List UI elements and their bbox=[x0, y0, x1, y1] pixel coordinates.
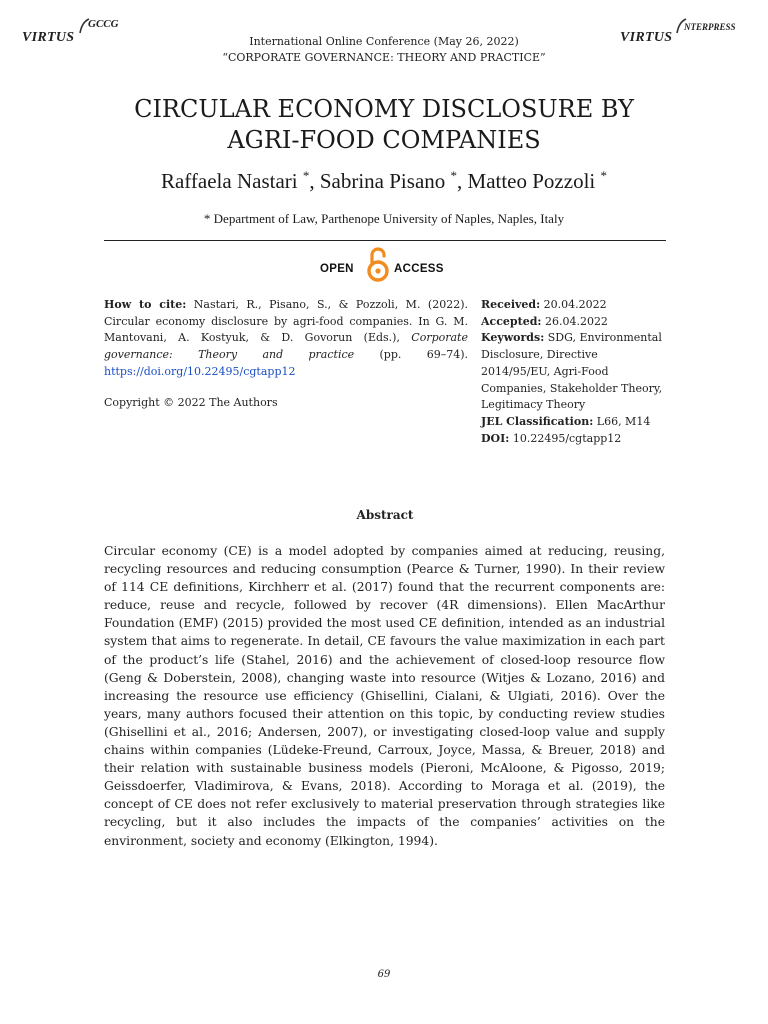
keywords-label: Keywords: bbox=[481, 331, 545, 345]
received-date: 20.04.2022 bbox=[543, 298, 607, 311]
article-metadata bbox=[481, 297, 669, 447]
doi-row bbox=[481, 431, 669, 448]
keywords-row bbox=[481, 330, 669, 414]
author-name: Sabrina Pisano bbox=[319, 169, 446, 193]
cite-pages: (pp. 69–74). bbox=[379, 348, 469, 362]
cite-text: Nastari, R., Pisano, S., & Pozzoli, M. (2022). Circular economy disclosure by agri-food companies. In G. M. Mantovani, A. Kostyuk, & D. Govorun (Eds.), bbox=[104, 298, 469, 345]
conference-info bbox=[180, 34, 588, 66]
jel-row bbox=[481, 414, 669, 431]
received-label: Received: bbox=[481, 298, 541, 311]
open-access-badge bbox=[320, 244, 448, 284]
conference-theme: “CORPORATE GOVERNANCE: THEORY AND PRACTICE” bbox=[222, 51, 546, 64]
logo-left-name: VIRTUS bbox=[22, 30, 75, 45]
abstract-heading: Abstract bbox=[356, 508, 414, 522]
virtus-interpress-logo bbox=[620, 20, 746, 50]
author-name: Raffaela Nastari bbox=[160, 169, 298, 193]
open-access-left: OPEN bbox=[320, 263, 354, 275]
page-number: 69 bbox=[377, 969, 391, 980]
logo-left-sub: GCCG bbox=[88, 18, 119, 30]
copyright: Copyright © 2022 The Authors bbox=[104, 396, 278, 409]
accepted-label: Accepted: bbox=[481, 314, 542, 328]
open-access-lock-icon bbox=[366, 246, 390, 282]
title-line-2: AGRI-FOOD COMPANIES bbox=[227, 126, 541, 154]
doi-value: 10.22495/cgtapp12 bbox=[512, 431, 622, 445]
open-access-right: ACCESS bbox=[394, 263, 444, 275]
doi-label: DOI: bbox=[481, 431, 510, 445]
logo-right-name: VIRTUS bbox=[620, 30, 673, 45]
doi-link[interactable]: https://doi.org/10.22495/cgtapp12 bbox=[104, 364, 296, 378]
author-list: Raffaela Nastari *, Sabrina Pisano *, Matteo Pozzoli * bbox=[160, 168, 607, 193]
abstract-text: Circular economy (CE) is a model adopted by companies aimed at reducing, reusing, recycling resources and reducing consumption (Pearce & Turner, 1990). In their review of 114 CE definitions, Kirchherr et al. (2017) found that the recurrent components are: reduce, reuse and recycle, followed by recover (4R dimensions). Ellen MacArthur Foundation (EMF) (2015) provided the most used CE definition, intended as an industrial system that aims to regenerate. In detail, CE favours the value maximization in each part of the product’s life (Stahel, 2016) and the achievement of closed-loop resource flow (Geng & Doberstein, 2008), changing waste into resource (Witjes & Lozano, 2016) and increasing the resource use efficiency (Ghisellini, Cialani, & Ulgiati, 2016). Over the years, many authors focused their attention on this topic, by conducting review studies (Ghisellini et al., 2016; Andersen, 2007), or investigating closed-loop value and supply chains within companies (Lüdeke-Freund, Carroux, Joyce, Massa, & Breuer, 2018) and their relation with sustainable business models (Pieroni, McAloone, & Pigosso, 2019; Geissdoerfer, Vladimirova, & Evans, 2018). According to Moraga et al. (2019), the concept of CE does not refer exclusively to material preservation through strategies like recycling, but it also includes the impacts of the companies’ activities on the environment, society and economy (Elkington, 1994). bbox=[104, 544, 665, 848]
received-row bbox=[481, 297, 669, 314]
conference-line: International Online Conference (May 26, 2022) bbox=[249, 35, 519, 48]
logo-right-sub: NTERPRESS bbox=[684, 22, 736, 32]
how-to-cite bbox=[104, 297, 468, 381]
paper-title bbox=[60, 94, 708, 156]
title-line-1: CIRCULAR ECONOMY DISCLOSURE BY bbox=[134, 95, 634, 123]
keywords: SDG, Environmental Disclosure, Directive 2014/95/EU, Agri-Food Companies, Stakeholder Theory, Legitimacy Theory bbox=[481, 331, 663, 412]
accepted-row bbox=[481, 314, 669, 331]
jel-codes: L66, M14 bbox=[596, 414, 651, 428]
author-name: Matteo Pozzoli bbox=[467, 169, 596, 193]
accepted-date: 26.04.2022 bbox=[544, 314, 608, 328]
author-mark: * bbox=[600, 168, 607, 183]
affiliation: * Department of Law, Parthenope University of Naples, Naples, Italy bbox=[203, 211, 565, 226]
virtus-gccg-logo bbox=[22, 20, 144, 50]
author-mark: * bbox=[450, 168, 458, 183]
author-mark: * bbox=[302, 168, 310, 183]
cite-label: How to cite: bbox=[104, 298, 187, 311]
cite-source: Corporate governance: Theory and practice bbox=[104, 331, 468, 362]
divider bbox=[104, 240, 666, 241]
jel-label: JEL Classification: bbox=[481, 414, 594, 428]
